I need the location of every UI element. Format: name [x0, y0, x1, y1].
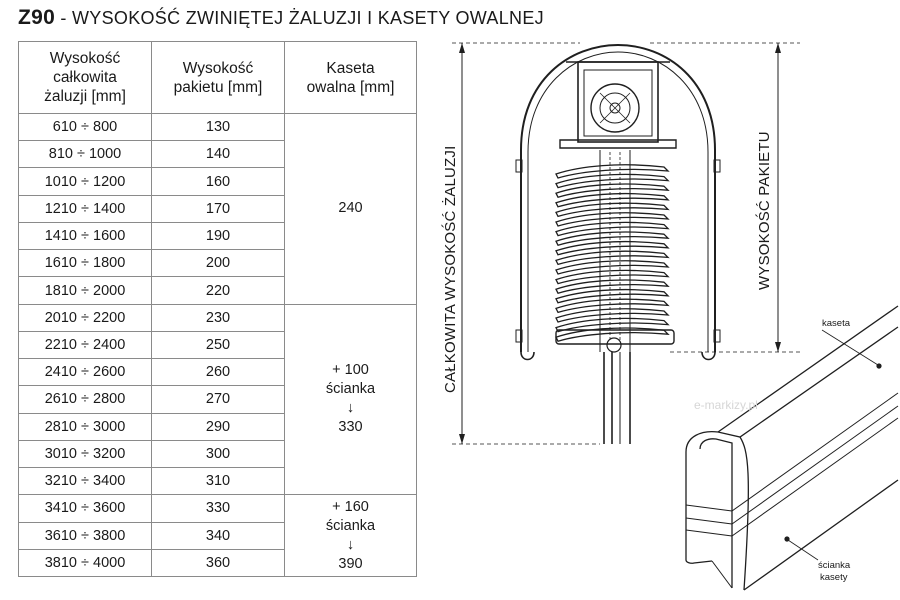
- cassette-line: + 160: [332, 498, 369, 515]
- cell-package-height: 200: [152, 250, 285, 277]
- cell-total-height: 2410 ÷ 2600: [19, 359, 152, 386]
- cell-package-height: 300: [152, 440, 285, 467]
- cell-total-height: 1210 ÷ 1400: [19, 195, 152, 222]
- cell-total-height: 3010 ÷ 3200: [19, 440, 152, 467]
- cassette-line: ścianka: [325, 381, 376, 398]
- header-package-height: Wysokość pakietu [mm]: [152, 42, 285, 114]
- cell-total-height: 1610 ÷ 1800: [19, 250, 152, 277]
- cell-package-height: 230: [152, 304, 285, 331]
- cell-total-height: 2010 ÷ 2200: [19, 304, 152, 331]
- cell-package-height: 330: [152, 495, 285, 522]
- cassette-line: ↓: [346, 400, 355, 417]
- cell-total-height: 3410 ÷ 3600: [19, 495, 152, 522]
- cell-total-height: 810 ÷ 1000: [19, 141, 152, 168]
- header-oval-cassette: Kaseta owalna [mm]: [285, 42, 417, 114]
- cell-total-height: 3210 ÷ 3400: [19, 468, 152, 495]
- cell-package-height: 170: [152, 195, 285, 222]
- cell-package-height: 340: [152, 522, 285, 549]
- cell-package-height: 270: [152, 386, 285, 413]
- watermark: e-markizy.pl: [694, 398, 758, 412]
- total-height-dim-label: CAŁKOWITA WYSOKOŚĆ ŻALUZJI: [442, 145, 459, 393]
- cell-package-height: 130: [152, 114, 285, 141]
- cell-total-height: 3810 ÷ 4000: [19, 549, 152, 576]
- callout-kaseta: kaseta: [822, 318, 850, 329]
- cell-total-height: 1010 ÷ 1200: [19, 168, 152, 195]
- callout-scianka-line1: ścianka: [818, 560, 851, 571]
- cassette-line: ścianka: [325, 517, 376, 534]
- cell-total-height: 2210 ÷ 2400: [19, 331, 152, 358]
- cell-package-height: 260: [152, 359, 285, 386]
- cell-package-height: 250: [152, 331, 285, 358]
- cell-package-height: 360: [152, 549, 285, 576]
- cassette-line: 390: [338, 555, 363, 572]
- header-total-height: Wysokość całkowita żaluzji [mm]: [19, 42, 152, 114]
- cell-package-height: 190: [152, 222, 285, 249]
- cell-total-height: 1410 ÷ 1600: [19, 222, 152, 249]
- package-height-dim-label: WYSOKOŚĆ PAKIETU: [756, 131, 773, 290]
- cell-total-height: 610 ÷ 800: [19, 114, 152, 141]
- cell-total-height: 2610 ÷ 2800: [19, 386, 152, 413]
- cassette-line: ↓: [346, 536, 355, 553]
- cassette-line: 240: [338, 200, 363, 217]
- cell-total-height: 3610 ÷ 3800: [19, 522, 152, 549]
- cassette-line: 330: [338, 419, 363, 436]
- cassette-line: + 100: [332, 362, 369, 379]
- title-code: Z90: [18, 6, 56, 29]
- cell-total-height: 2810 ÷ 3000: [19, 413, 152, 440]
- cell-package-height: 220: [152, 277, 285, 304]
- callout-scianka-line2: kasety: [820, 572, 848, 583]
- cell-package-height: 140: [152, 141, 285, 168]
- title-text: - WYSOKOŚĆ ZWINIĘTEJ ŻALUZJI I KASETY OWALNEJ: [55, 8, 544, 28]
- cell-total-height: 1810 ÷ 2000: [19, 277, 152, 304]
- cell-package-height: 160: [152, 168, 285, 195]
- cell-package-height: 290: [152, 413, 285, 440]
- cell-package-height: 310: [152, 468, 285, 495]
